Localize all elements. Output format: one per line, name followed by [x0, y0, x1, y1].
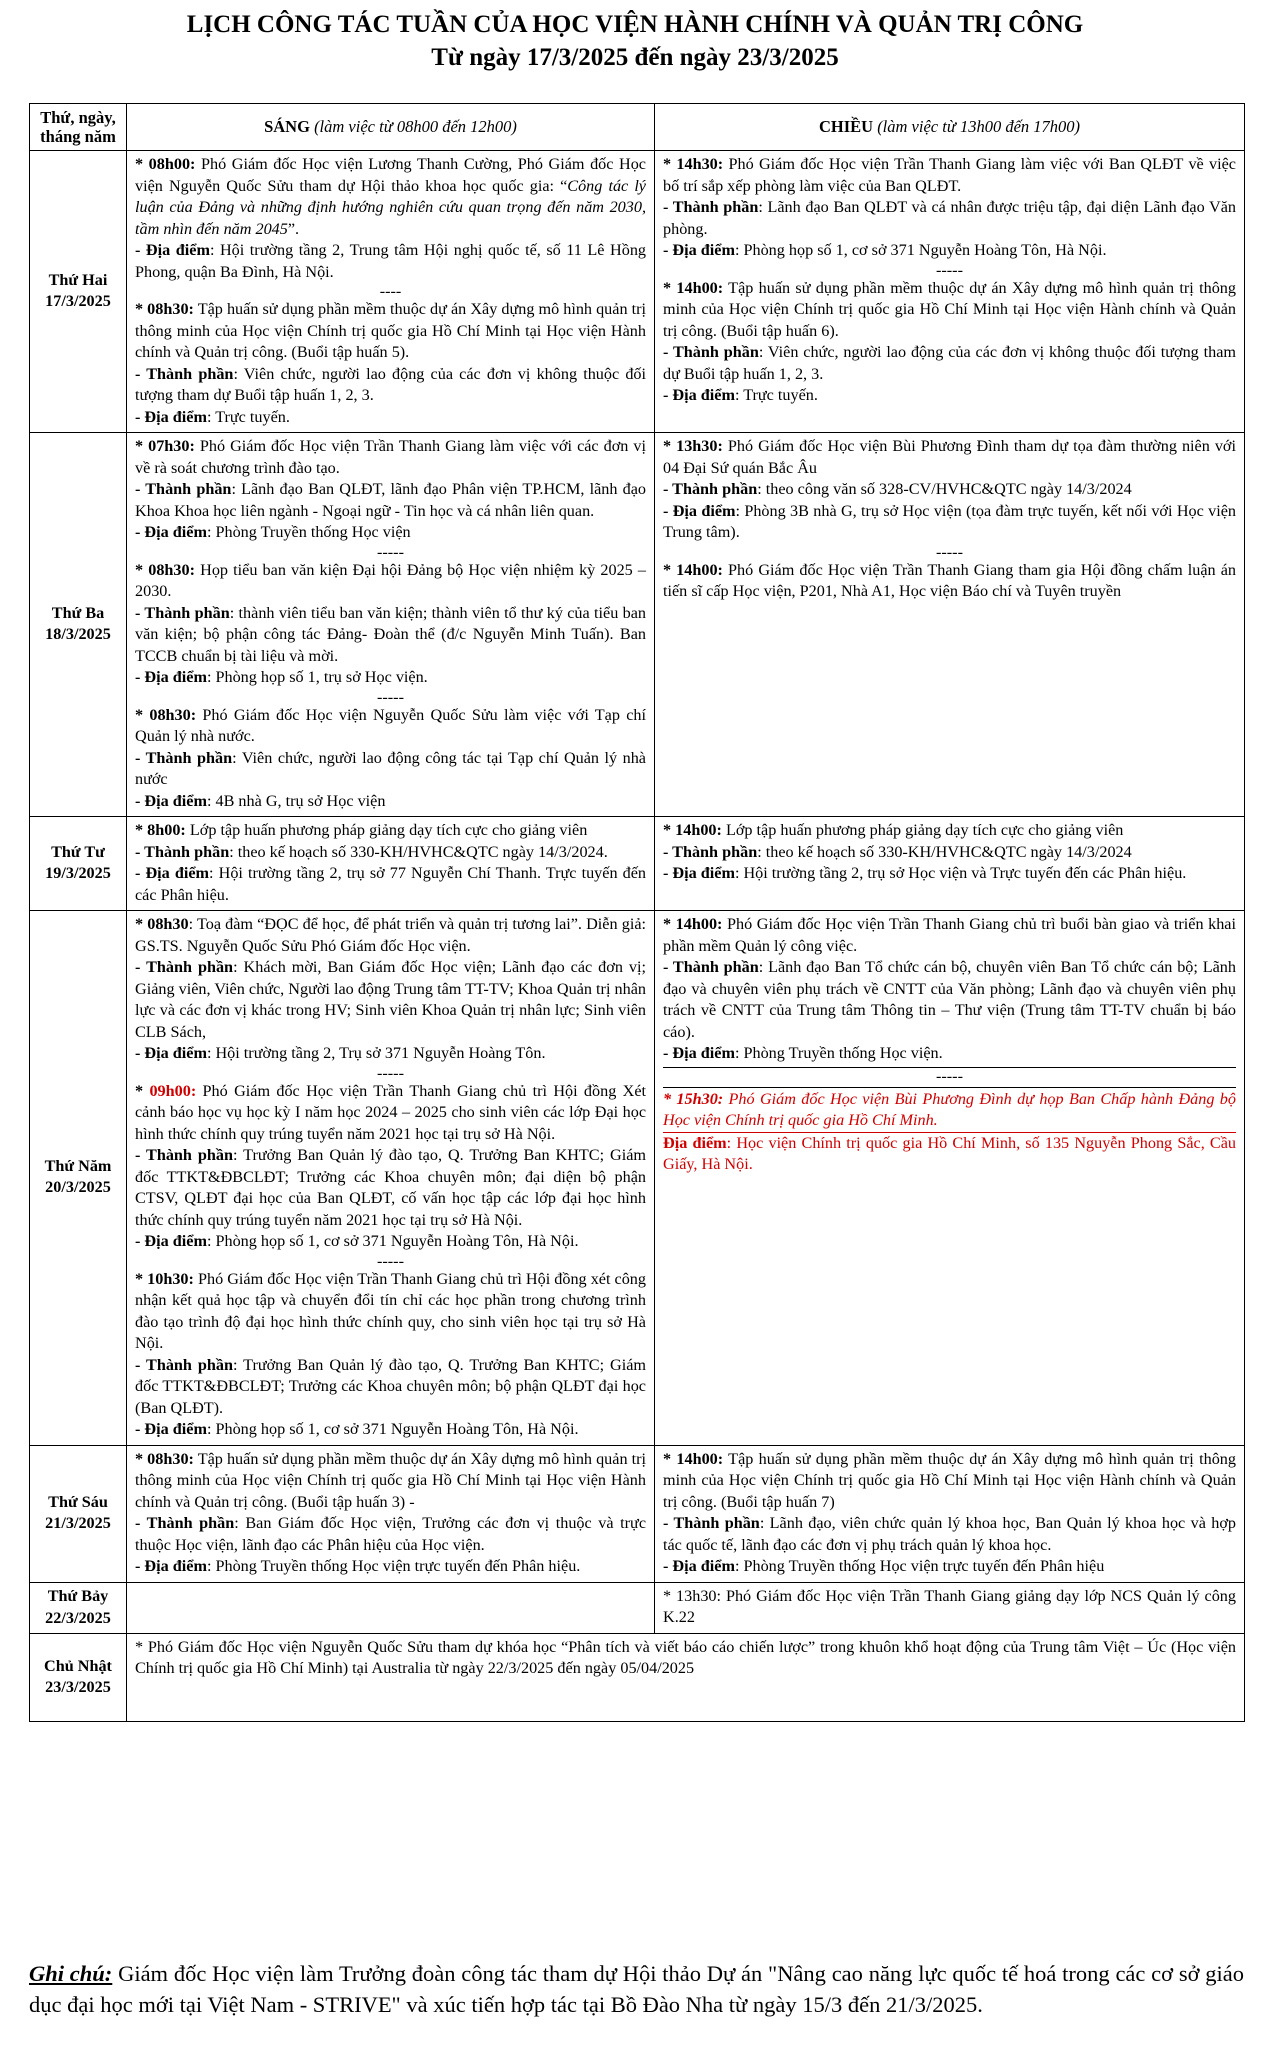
saturday-morning: [127, 1582, 655, 1633]
event-participants: - Thành phần: Viên chức, người lao động công tác tại Tạp chí Quản lý nhà nước: [135, 748, 646, 788]
saturday-afternoon: * 13h30: Phó Giám đốc Học viện Trần Thanh Giang giảng dạy lớp NCS Quản lý công K.22: [655, 1582, 1245, 1633]
event-participants: - Thành phần: Ban Giám đốc Học viện, Trưởng các đơn vị thuộc và trực thuộc Học viện, lãnh đạo các Phân hiệu của Học viện.: [135, 1514, 646, 1554]
event: * 14h00: Lớp tập huấn phương pháp giảng dạy tích cực cho giảng viên: [663, 821, 1124, 839]
event-participants: - Thành phần: Viên chức, người lao động của các đơn vị không thuộc đối tượng tham dự Buổi tập huấn 1, 2, 3.: [663, 343, 1236, 383]
event: * 8h00: Lớp tập huấn phương pháp giảng dạy tích cực cho giảng viên: [135, 821, 588, 839]
event-place: - Địa điểm: Hội trường tầng 2, trụ sở Học viện và Trực tuyến đến các Phân hiệu.: [663, 864, 1187, 882]
day-thursday: Thứ Năm 20/3/2025: [30, 911, 127, 1446]
friday-afternoon: [655, 1445, 1245, 1582]
day-monday: Thứ Hai 17/3/2025: [30, 151, 127, 433]
separator: -----: [377, 687, 404, 706]
event-highlighted: * 15h30: Phó Giám đốc Học viện Bùi Phương Đình dự họp Ban Chấp hành Đảng bộ Học viện Chính trị quốc gia Hồ Chí Minh.: [663, 1089, 1236, 1133]
event-place: - Địa điểm: Hội trường tầng 2, Trụ sở 371 Nguyễn Hoàng Tôn.: [135, 1044, 546, 1062]
friday-morning: [127, 1445, 655, 1582]
event-place-highlighted: Địa điểm: Học viện Chính trị quốc gia Hồ Chí Minh, số 135 Nguyễn Phong Sắc, Cầu Giấy, Hà Nội.: [663, 1133, 1236, 1173]
footnote-label: Ghi chú:: [29, 1961, 113, 1986]
event-place: - Địa điểm: Phòng họp số 1, cơ sở 371 Nguyễn Hoàng Tôn, Hà Nội.: [663, 241, 1107, 259]
event-place: - Địa điểm: Phòng Truyền thống Học viện: [135, 523, 411, 541]
event-place: - Địa điểm: Trực tuyến.: [663, 386, 818, 404]
event: * 09h00: Phó Giám đốc Học viện Trần Thanh Giang chủ trì Hội đồng Xét cảnh báo học vụ học kỳ I năm học 2024 – 2025 cho sinh viên các lớp Đại học hình thức chính quy trúng tuyển năm 2021 học tại trụ sở Hà Nội.: [135, 1081, 647, 1143]
monday-morning: [127, 151, 655, 433]
event-place: - Địa điểm: Phòng Truyền thống Học viện trực tuyến đến Phân hiệu: [663, 1557, 1105, 1575]
event-place: - Địa điểm: Hội trường tầng 2, trụ sở 77 Nguyễn Chí Thanh. Trực tuyến đến các Phân hiệu.: [135, 864, 647, 904]
tuesday-morning: [127, 433, 655, 817]
separator: -----: [663, 1069, 1236, 1088]
tuesday-afternoon: [655, 433, 1245, 817]
event-participants: - Thành phần: Lãnh đạo Ban QLĐT, lãnh đạo Phân viện TP.HCM, lãnh đạo Khoa Khoa học liên ngành - Ngoại ngữ - Tin học và cá nhân liên quan.: [135, 480, 646, 520]
event-place: - Địa điểm: Phòng 3B nhà G, trụ sở Học viện (tọa đàm trực tuyến, kết nối với Học viện Trung tâm).: [663, 501, 1236, 541]
event: * 08h30: Tập huấn sử dụng phần mềm thuộc dự án Xây dựng mô hình quản trị thông minh của Học viện Chính trị quốc gia Hồ Chí Minh tại Học viện Hành chính và Quản trị công. (Buổi tập huấn 3) -: [135, 1449, 646, 1511]
separator: -----: [936, 542, 963, 561]
separator: -----: [377, 1063, 404, 1082]
header-row: [30, 104, 1245, 151]
event-participants: - Thành phần: Viên chức, người lao động của các đơn vị không thuộc đối tượng tham dự Buổi tập huấn 1, 2, 3.: [135, 364, 647, 404]
event-place: - Địa điểm: Hội trường tầng 2, Trung tâm Hội nghị quốc tế, số 11 Lê Hồng Phong, quận Ba Đình, Hà Nội.: [135, 241, 647, 281]
event-place: - Địa điểm: Phòng họp số 1, cơ sở 371 Nguyễn Hoàng Tôn, Hà Nội.: [135, 1420, 579, 1438]
day-wednesday: Thứ Tư 19/3/2025: [30, 817, 127, 911]
thursday-morning: [127, 911, 655, 1446]
footnote: [29, 1958, 1244, 2020]
day-tuesday: Thứ Ba 18/3/2025: [30, 433, 127, 817]
event-place: - Địa điểm: 4B nhà G, trụ sở Học viện: [135, 791, 386, 810]
event: * 08h00: Phó Giám đốc Học viện Lương Thanh Cường, Phó Giám đốc Học viện Nguyễn Quốc Sửu tham dự Hội thảo khoa học quốc gia: “Công tác lý luận của Đảng và những định hướng nghiên cứu quan trọng đến năm 2030, tầm nhìn đến năm 2045”.: [135, 155, 646, 238]
footnote-text: Giám đốc Học viện làm Trưởng đoàn công tác tham dự Hội thảo Dự án "Nâng cao năng lực quốc tế hoá trong các cơ sở giáo dục đại học mới tại Việt Nam - STRIVE" và xúc tiến hợp tác tại Bồ Đào Nha từ ngày 15/3 đến 21/3/2025.: [29, 1961, 1244, 2017]
row-wednesday: [30, 817, 1245, 911]
event: * 14h00: Tập huấn sử dụng phần mềm thuộc dự án Xây dựng mô hình quản trị thông minh của Học viện Chính trị quốc gia Hồ Chí Minh tại Học viện Hành chính và Quản trị công. (Buổi tập huấn 6).: [663, 278, 1236, 340]
event: * 14h30: Phó Giám đốc Học viện Trần Thanh Giang làm việc với Ban QLĐT về việc bố trí sắp xếp phòng làm việc của Ban QLĐT.: [663, 155, 1236, 195]
event-participants: - Thành phần: theo kế hoạch số 330-KH/HVHC&QTC ngày 14/3/2024.: [135, 842, 608, 861]
header-afternoon: CHIỀU (làm việc từ 13h00 đến 17h00): [655, 104, 1245, 151]
weekend-note: * Phó Giám đốc Học viện Nguyễn Quốc Sửu tham dự khóa học “Phân tích và viết báo cáo chiến lược” trong khuôn khổ hoạt động của Trung tâm Việt – Úc (Học viện Chính trị quốc gia Hồ Chí Minh) tại Australia từ ngày 22/3/2025 đến ngày 05/04/2025: [127, 1633, 1245, 1721]
row-monday: [30, 151, 1245, 433]
separator: ----: [379, 282, 402, 300]
separator: -----: [936, 260, 963, 279]
event-place: - Địa điểm: Phòng Truyền thống Học viện trực tuyến đến Phân hiệu.: [135, 1557, 581, 1575]
event-place: - Địa điểm: Phòng Truyền thống Học viện.: [663, 1043, 1236, 1068]
row-sunday: [30, 1633, 1245, 1721]
event: * 13h30: Phó Giám đốc Học viện Bùi Phương Đình tham dự tọa đàm thường niên với 04 Đại Sứ quán Bắc Âu: [663, 437, 1236, 477]
separator: -----: [377, 1251, 404, 1270]
event: * 14h00: Phó Giám đốc Học viện Trần Thanh Giang tham gia Hội đồng chấm luận án tiến sĩ cấp Học viện, P201, Nhà A1, Học viện Báo chí và Tuyên truyền: [663, 560, 1236, 600]
event-participants: - Thành phần: theo kế hoạch số 330-KH/HVHC&QTC ngày 14/3/2024: [663, 842, 1132, 861]
day-sunday: Chủ Nhật 23/3/2025: [30, 1633, 127, 1721]
title-line-2: Từ ngày 17/3/2025 đến ngày 23/3/2025: [431, 44, 839, 71]
event-participants: - Thành phần: Lãnh đạo Ban QLĐT và cá nhân được triệu tập, đại diện Lãnh đạo Văn phòng.: [663, 198, 1236, 238]
event-participants: - Thành phần: Trưởng Ban Quản lý đào tạo, Q. Trưởng Ban KHTC; Giám đốc TTKT&ĐBCLĐT; Trưởng các Khoa chuyên môn; đại diện bộ phận CTSV, QLĐT đại học của Ban QLĐT, cố vấn học tập các lớp đại học hình thức chính quy trúng tuyển năm 2021 học tại trụ sở Hà Nội.: [135, 1146, 646, 1229]
day-saturday: Thứ Bảy 22/3/2025: [30, 1582, 127, 1633]
event: * 08h30: Tập huấn sử dụng phần mềm thuộc dự án Xây dựng mô hình quản trị thông minh của Học viện Chính trị quốc gia Hồ Chí Minh tại Học viện Hành chính và Quản trị công. (Buổi tập huấn 5).: [135, 300, 646, 361]
event: * 07h30: Phó Giám đốc Học viện Trần Thanh Giang làm việc với các đơn vị về rà soát chương trình đào tạo.: [135, 437, 646, 477]
event-participants: - Thành phần: Khách mời, Ban Giám đốc Học viện; Lãnh đạo các đơn vị; Giảng viên, Viên chức, Người lao động Trung tâm TT-TV; Khoa Quản trị nhân lực và các đơn vị khác trong HV; Sinh viên Khoa Quản trị nhân lực; Sinh viên CLB Sách,: [135, 958, 646, 1041]
header-morning: SÁNG (làm việc từ 08h00 đến 12h00): [127, 104, 655, 151]
schedule-table: [29, 103, 1245, 1722]
event-participants: - Thành phần: Lãnh đạo, viên chức quản lý khoa học, Ban Quản lý khoa học và hợp tác quốc tế, lãnh đạo các đơn vị phụ trách quản lý khoa học.: [663, 1514, 1236, 1554]
separator: -----: [377, 542, 404, 561]
row-saturday: [30, 1582, 1245, 1633]
event: * 08h30: Toạ đàm “ĐỌC để học, để phát triển và quản trị tương lai”. Diễn giả: GS.TS. Nguyễn Quốc Sửu Phó Giám đốc Học viện.: [135, 915, 647, 955]
row-thursday: [30, 911, 1245, 1446]
event-participants: - Thành phần: Lãnh đạo Ban Tổ chức cán bộ, chuyên viên Ban Tổ chức cán bộ; Lãnh đạo và chuyên viên phụ trách về CNTT của Văn phòng; Lãnh đạo và chuyên viên phụ trách về CNTT của Trung tâm Thông tin – Thư viện (Trung tâm TT-TV chuẩn bị báo cáo).: [663, 958, 1236, 1041]
event: * 14h00: Phó Giám đốc Học viện Trần Thanh Giang chủ trì buổi bàn giao và triển khai phần mềm Quản lý công việc.: [663, 915, 1236, 955]
title-line-1: LỊCH CÔNG TÁC TUẦN CỦA HỌC VIỆN HÀNH CHÍNH VÀ QUẢN TRỊ CÔNG: [186, 11, 1084, 38]
row-friday: [30, 1445, 1245, 1582]
event: * 10h30: Phó Giám đốc Học viện Trần Thanh Giang chủ trì Hội đồng xét công nhận kết quả học tập và chuyển đổi tín chỉ các học phần trong chương trình đào tạo trình độ đại học hình thức chính quy, cho sinh viên học tại trụ sở Hà Nội.: [135, 1269, 646, 1352]
page-title: [0, 8, 1270, 74]
event-participants: - Thành phần: theo công văn số 328-CV/HVHC&QTC ngày 14/3/2024: [663, 480, 1132, 498]
event-place: - Địa điểm: Phòng họp số 1, trụ sở Học viện.: [135, 668, 428, 686]
event-place: - Địa điểm: Trực tuyến.: [135, 407, 290, 426]
thursday-afternoon: [655, 911, 1245, 1446]
monday-afternoon: [655, 151, 1245, 433]
header-day: Thứ, ngày, tháng năm: [30, 104, 127, 151]
event: * 14h00: Tập huấn sử dụng phần mềm thuộc dự án Xây dựng mô hình quản trị thông minh của Học viện Chính trị quốc gia Hồ Chí Minh tại Học viện Hành chính và Quản trị công. (Buổi tập huấn 7): [663, 1449, 1236, 1511]
row-tuesday: [30, 433, 1245, 817]
wednesday-afternoon: [655, 817, 1245, 911]
event-participants: - Thành phần: Trưởng Ban Quản lý đào tạo, Q. Trưởng Ban KHTC; Giám đốc TTKT&ĐBCLĐT; Trưởng các Khoa chuyên môn; bộ phận QLĐT đại học (Ban QLĐT).: [135, 1355, 646, 1417]
event-participants: - Thành phần: thành viên tiểu ban văn kiện; thành viên tổ thư ký của tiểu ban văn kiện; bộ phận công tác Đảng- Đoàn thể (đ/c Nguyễn Minh Tuấn). Ban TCCB chuẩn bị tài liệu và mời.: [135, 603, 646, 665]
event-place: - Địa điểm: Phòng họp số 1, cơ sở 371 Nguyễn Hoàng Tôn, Hà Nội.: [135, 1232, 579, 1250]
event: * 08h30: Phó Giám đốc Học viện Nguyễn Quốc Sửu làm việc với Tạp chí Quản lý nhà nước.: [135, 705, 646, 745]
day-friday: Thứ Sáu 21/3/2025: [30, 1445, 127, 1582]
wednesday-morning: [127, 817, 655, 911]
event: * 08h30: Họp tiểu ban văn kiện Đại hội Đảng bộ Học viện nhiệm kỳ 2025 – 2030.: [135, 560, 646, 600]
